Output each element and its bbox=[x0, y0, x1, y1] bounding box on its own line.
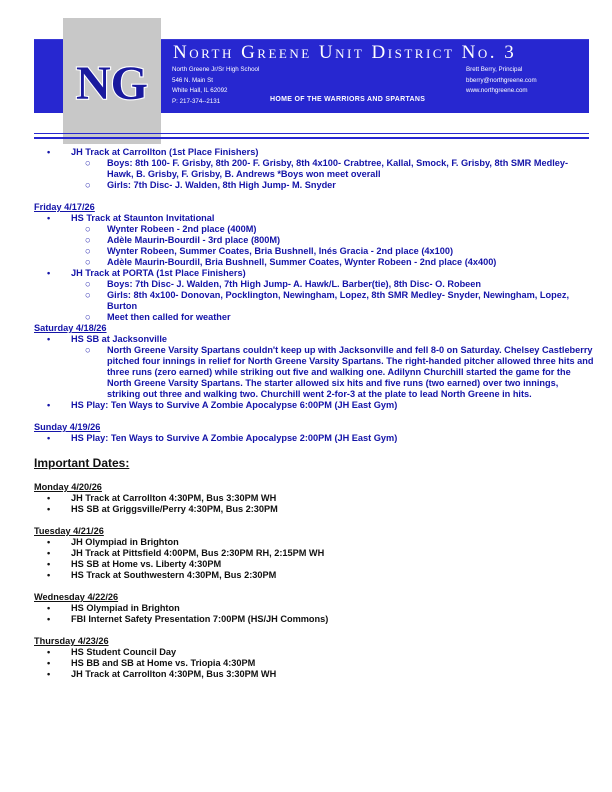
newsletter-body bbox=[34, 147, 594, 680]
circle-bullet-icon: ○ bbox=[85, 235, 91, 245]
event-title: HS SB at Home vs. Liberty 4:30PM bbox=[71, 559, 222, 569]
circle-bullet-icon: ○ bbox=[85, 158, 91, 168]
event-item bbox=[34, 537, 594, 548]
circle-bullet-icon: ○ bbox=[85, 279, 91, 289]
event-title: JH Olympiad in Brighton bbox=[71, 537, 179, 547]
principal-email[interactable]: bberry@northgreene.com bbox=[466, 76, 537, 84]
event-title: HS Track at Southwestern 4:30PM, Bus 2:30PM bbox=[71, 570, 277, 580]
bullet-icon: • bbox=[47, 433, 51, 443]
phone-number: P: 217-374--2131 bbox=[172, 97, 221, 105]
school-contact bbox=[172, 65, 259, 107]
detail-text: Boys: 8th 100- F. Grisby, 8th 200- F. Grisby, 8th 4x100- Crabtree, Kallal, Smock, F. Grisby, 8th SMR Medley- Hawk, B. Grisby, F. Grisby, B. Andrews *Boys won meet overall bbox=[107, 158, 569, 179]
event-title: JH Track at PORTA (1st Place Finishers) bbox=[71, 268, 246, 278]
event-item bbox=[34, 669, 594, 680]
date-heading: Monday 4/20/26 bbox=[34, 482, 102, 492]
event-item bbox=[34, 570, 594, 581]
detail-text: Meet then called for weather bbox=[107, 312, 231, 322]
important-dates-heading: Important Dates: bbox=[34, 456, 130, 470]
event-title: HS Student Council Day bbox=[71, 647, 177, 657]
event-item bbox=[34, 433, 594, 444]
event-title: HS BB and SB at Home vs. Triopia 4:30PM bbox=[71, 658, 256, 668]
bullet-icon: • bbox=[47, 603, 51, 613]
event-detail bbox=[34, 290, 594, 312]
bullet-icon: • bbox=[47, 559, 51, 569]
principal-name: Brett Berry, Principal bbox=[466, 66, 523, 73]
bullet-icon: • bbox=[47, 147, 51, 157]
detail-text: Adèle Maurin-Bourdil, Bria Bushnell, Summer Coates, Wynter Robeen - 2nd place (4x400) bbox=[107, 257, 497, 267]
event-detail bbox=[34, 257, 594, 268]
event-title: JH Track at Carrollton (1st Place Finishers) bbox=[71, 147, 259, 157]
district-title: North Greene Unit District No. 3 bbox=[173, 42, 517, 63]
event-title: HS Play: Ten Ways to Survive A Zombie Apocalypse 2:00PM (JH East Gym) bbox=[71, 433, 398, 443]
district-logo bbox=[63, 18, 161, 144]
bullet-icon: • bbox=[47, 548, 51, 558]
event-detail bbox=[34, 246, 594, 257]
detail-text: Girls: 8th 4x100- Donovan, Pocklington, Newingham, Lopez, 8th SMR Medley- Snyder, Newingham, Lopez, Burton bbox=[107, 290, 569, 311]
event-detail bbox=[34, 312, 594, 323]
event-detail bbox=[34, 235, 594, 246]
event-item bbox=[34, 268, 594, 279]
bullet-icon: • bbox=[47, 268, 51, 278]
event-title: HS Play: Ten Ways to Survive A Zombie Apocalypse 6:00PM (JH East Gym) bbox=[71, 400, 398, 410]
address-line-1: 546 N. Main St bbox=[172, 76, 213, 84]
bullet-icon: • bbox=[47, 647, 51, 657]
address-line-2: White Hall, IL 62092 bbox=[172, 87, 228, 94]
event-title: FBI Internet Safety Presentation 7:00PM (HS/JH Commons) bbox=[71, 614, 329, 624]
ng-logo-icon bbox=[69, 56, 155, 108]
detail-text: Wynter Robeen - 2nd place (400M) bbox=[107, 224, 257, 234]
bullet-icon: • bbox=[47, 213, 51, 223]
event-title: JH Track at Carrollton 4:30PM, Bus 3:30PM WH bbox=[71, 493, 277, 503]
detail-text: Girls: 7th Disc- J. Walden, 8th High Jump- M. Snyder bbox=[107, 180, 336, 190]
circle-bullet-icon: ○ bbox=[85, 224, 91, 234]
event-item bbox=[34, 647, 594, 658]
bullet-icon: • bbox=[47, 504, 51, 514]
bullet-icon: • bbox=[47, 334, 51, 344]
circle-bullet-icon: ○ bbox=[85, 246, 91, 256]
school-name: North Greene Jr/Sr High School bbox=[172, 66, 260, 73]
circle-bullet-icon: ○ bbox=[85, 180, 91, 190]
event-title: JH Track at Pittsfield 4:00PM, Bus 2:30PM RH, 2:15PM WH bbox=[71, 548, 325, 558]
bullet-icon: • bbox=[47, 537, 51, 547]
event-detail bbox=[34, 180, 594, 191]
district-website[interactable]: www.northgreene.com bbox=[466, 87, 528, 94]
event-detail bbox=[34, 345, 594, 400]
event-title: HS SB at Jacksonville bbox=[71, 334, 168, 344]
event-item bbox=[34, 147, 594, 158]
date-heading: Sunday 4/19/26 bbox=[34, 422, 101, 432]
principal-contact bbox=[466, 65, 537, 97]
event-title: HS Olympiad in Brighton bbox=[71, 603, 180, 613]
banner-rule-thin bbox=[34, 133, 589, 134]
date-heading: Friday 4/17/26 bbox=[34, 202, 95, 212]
tagline: HOME OF THE WARRIORS AND SPARTANS bbox=[270, 96, 426, 103]
date-heading: Wednesday 4/22/26 bbox=[34, 592, 119, 602]
event-title: JH Track at Carrollton 4:30PM, Bus 3:30PM WH bbox=[71, 669, 277, 679]
detail-text: Wynter Robeen, Summer Coates, Bria Bushnell, Inés Gracia - 2nd place (4x100) bbox=[107, 246, 454, 256]
event-item bbox=[34, 400, 594, 411]
banner-rule-thick bbox=[34, 137, 589, 139]
event-detail bbox=[34, 279, 594, 290]
detail-text: Adèle Maurin-Bourdil - 3rd place (800M) bbox=[107, 235, 281, 245]
bullet-icon: • bbox=[47, 400, 51, 410]
circle-bullet-icon: ○ bbox=[85, 290, 91, 300]
date-heading: Thursday 4/23/26 bbox=[34, 636, 109, 646]
event-detail bbox=[34, 224, 594, 235]
event-item bbox=[34, 548, 594, 559]
circle-bullet-icon: ○ bbox=[85, 312, 91, 322]
event-item bbox=[34, 493, 594, 504]
bullet-icon: • bbox=[47, 658, 51, 668]
event-item bbox=[34, 213, 594, 224]
date-heading: Saturday 4/18/26 bbox=[34, 323, 107, 333]
bullet-icon: • bbox=[47, 570, 51, 580]
bullet-icon: • bbox=[47, 614, 51, 624]
detail-text: North Greene Varsity Spartans couldn't keep up with Jacksonville and fell 8-0 on Saturday. Chelsey Castleberry pitched four innings in relief for North Greene Varsity Spartans. The right-handed pitcher allowed three hits and three runs (zero earned) while striking out five and walking one. Adilynn Churchill started the game for the North Greene Varsity Spartans. The starter allowed six hits and five runs (two earned) over two innings, striking out three and walking two. Churchill went 2-for-3 at the plate to lead North Greene in hits. bbox=[107, 345, 594, 399]
event-item bbox=[34, 603, 594, 614]
event-item bbox=[34, 504, 594, 515]
detail-text: Boys: 7th Disc- J. Walden, 7th High Jump- A. Hawk/L. Barber(tie), 8th Disc- O. Robeen bbox=[107, 279, 482, 289]
event-detail bbox=[34, 158, 594, 180]
event-item bbox=[34, 334, 594, 345]
event-title: HS Track at Staunton Invitational bbox=[71, 213, 215, 223]
event-item bbox=[34, 614, 594, 625]
date-heading: Tuesday 4/21/26 bbox=[34, 526, 104, 536]
event-item bbox=[34, 658, 594, 669]
bullet-icon: • bbox=[47, 493, 51, 503]
logo-letters: NG bbox=[76, 57, 148, 108]
bullet-icon: • bbox=[47, 669, 51, 679]
event-title: HS SB at Griggsville/Perry 4:30PM, Bus 2:30PM bbox=[71, 504, 278, 514]
event-item bbox=[34, 559, 594, 570]
circle-bullet-icon: ○ bbox=[85, 345, 91, 355]
circle-bullet-icon: ○ bbox=[85, 257, 91, 267]
